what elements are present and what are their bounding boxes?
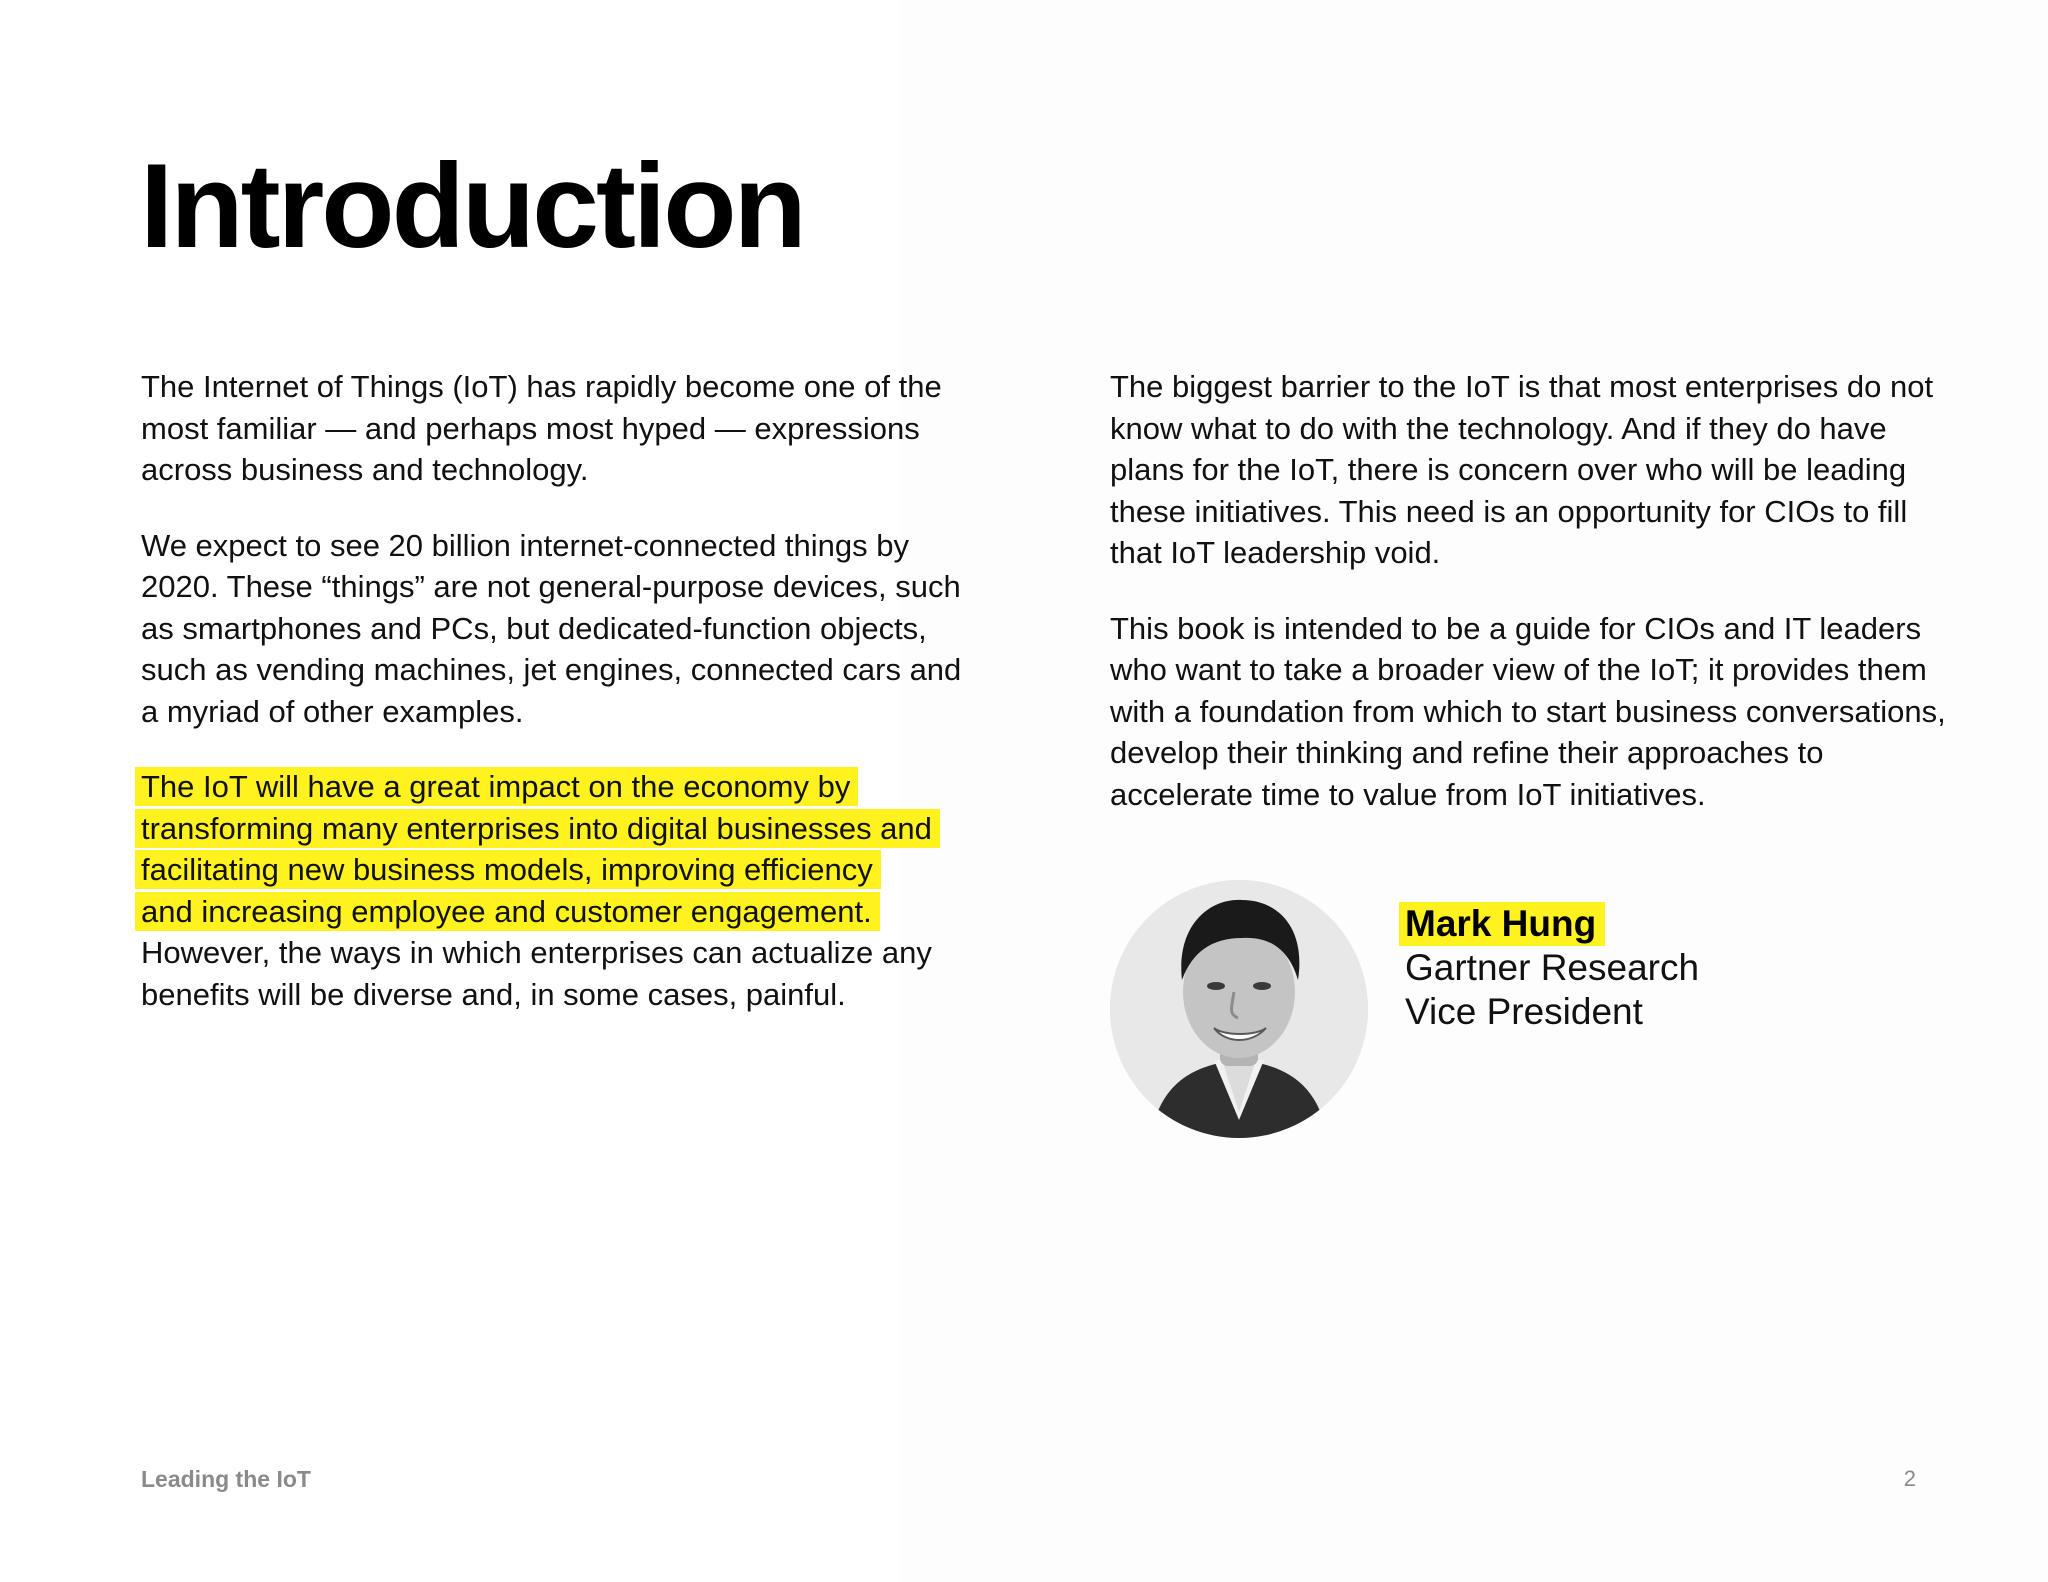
author-organization: Gartner Research: [1405, 947, 1700, 988]
paragraph-economic-impact: [141, 766, 1001, 1015]
author-info: [1405, 902, 1699, 1034]
paragraph-iot-intro: [141, 366, 1001, 491]
footer-title: Leading the IoT: [141, 1466, 311, 1492]
text-line: such as vending machines, jet engines, connected cars and: [141, 652, 962, 687]
text-line: The Internet of Things (IoT) has rapidly become one of the: [141, 369, 942, 404]
text-line: across business and technology.: [141, 452, 589, 487]
text-line: However, the ways in which enterprises can actualize any: [141, 935, 932, 970]
text-line: as smartphones and PCs, but dedicated-function objects,: [141, 610, 927, 646]
portrait-image: [1110, 880, 1368, 1138]
author-profile: [1110, 880, 1970, 1140]
author-name: Mark Hung: [1399, 902, 1605, 946]
text-line: 2020. These “things” are not general-purpose devices, such: [141, 569, 961, 604]
text-line: The biggest barrier to the IoT is that most enterprises do not: [1110, 369, 1934, 404]
paragraph-book-purpose: [1110, 608, 1970, 816]
paragraph-20-billion-things: [141, 525, 1001, 733]
text-line: who want to take a broader view of the IoT; it provides them: [1110, 652, 1927, 687]
highlighted-line: [141, 849, 1001, 891]
text-line: these initiatives. This need is an opportunity for CIOs to fill: [1110, 493, 1908, 529]
text-line: a myriad of other examples.: [141, 693, 524, 729]
left-column: [141, 366, 1001, 1049]
avatar: [1110, 880, 1368, 1138]
text-line: know what to do with the technology. And if they do have: [1110, 410, 1887, 446]
text-line: plans for the IoT, there is concern over who will be leading: [1110, 452, 1907, 487]
highlight-mark: facilitating new business models, improving efficiency: [135, 850, 881, 889]
text-line: accelerate time to value from IoT initiatives.: [1110, 776, 1706, 812]
text-line: benefits will be diverse and, in some cases, painful.: [141, 976, 846, 1012]
highlight-mark: The IoT will have a great impact on the economy by: [135, 767, 858, 806]
highlight-mark: and increasing employee and customer engagement.: [135, 892, 880, 931]
highlighted-line: [141, 891, 1001, 933]
text-line: develop their thinking and refine their approaches to: [1110, 735, 1824, 770]
text-line: with a foundation from which to start business conversations,: [1110, 693, 1946, 729]
page-title: Introduction: [140, 139, 804, 273]
highlight-mark: transforming many enterprises into digital businesses and: [135, 809, 940, 848]
text-line: This book is intended to be a guide for CIOs and IT leaders: [1110, 610, 1922, 646]
paragraph-biggest-barrier: [1110, 366, 1970, 574]
highlighted-line: [141, 766, 1001, 808]
text-line: that IoT leadership void.: [1110, 535, 1441, 570]
author-name-row: [1405, 902, 1699, 946]
highlighted-line: [141, 808, 1001, 850]
right-column: [1110, 366, 1970, 849]
text-line: We expect to see 20 billion internet-connected things by: [141, 527, 910, 563]
text-line: most familiar — and perhaps most hyped — expressions: [141, 410, 920, 446]
page-number: 2: [1903, 1466, 1916, 1491]
author-role: Vice President: [1405, 991, 1643, 1032]
